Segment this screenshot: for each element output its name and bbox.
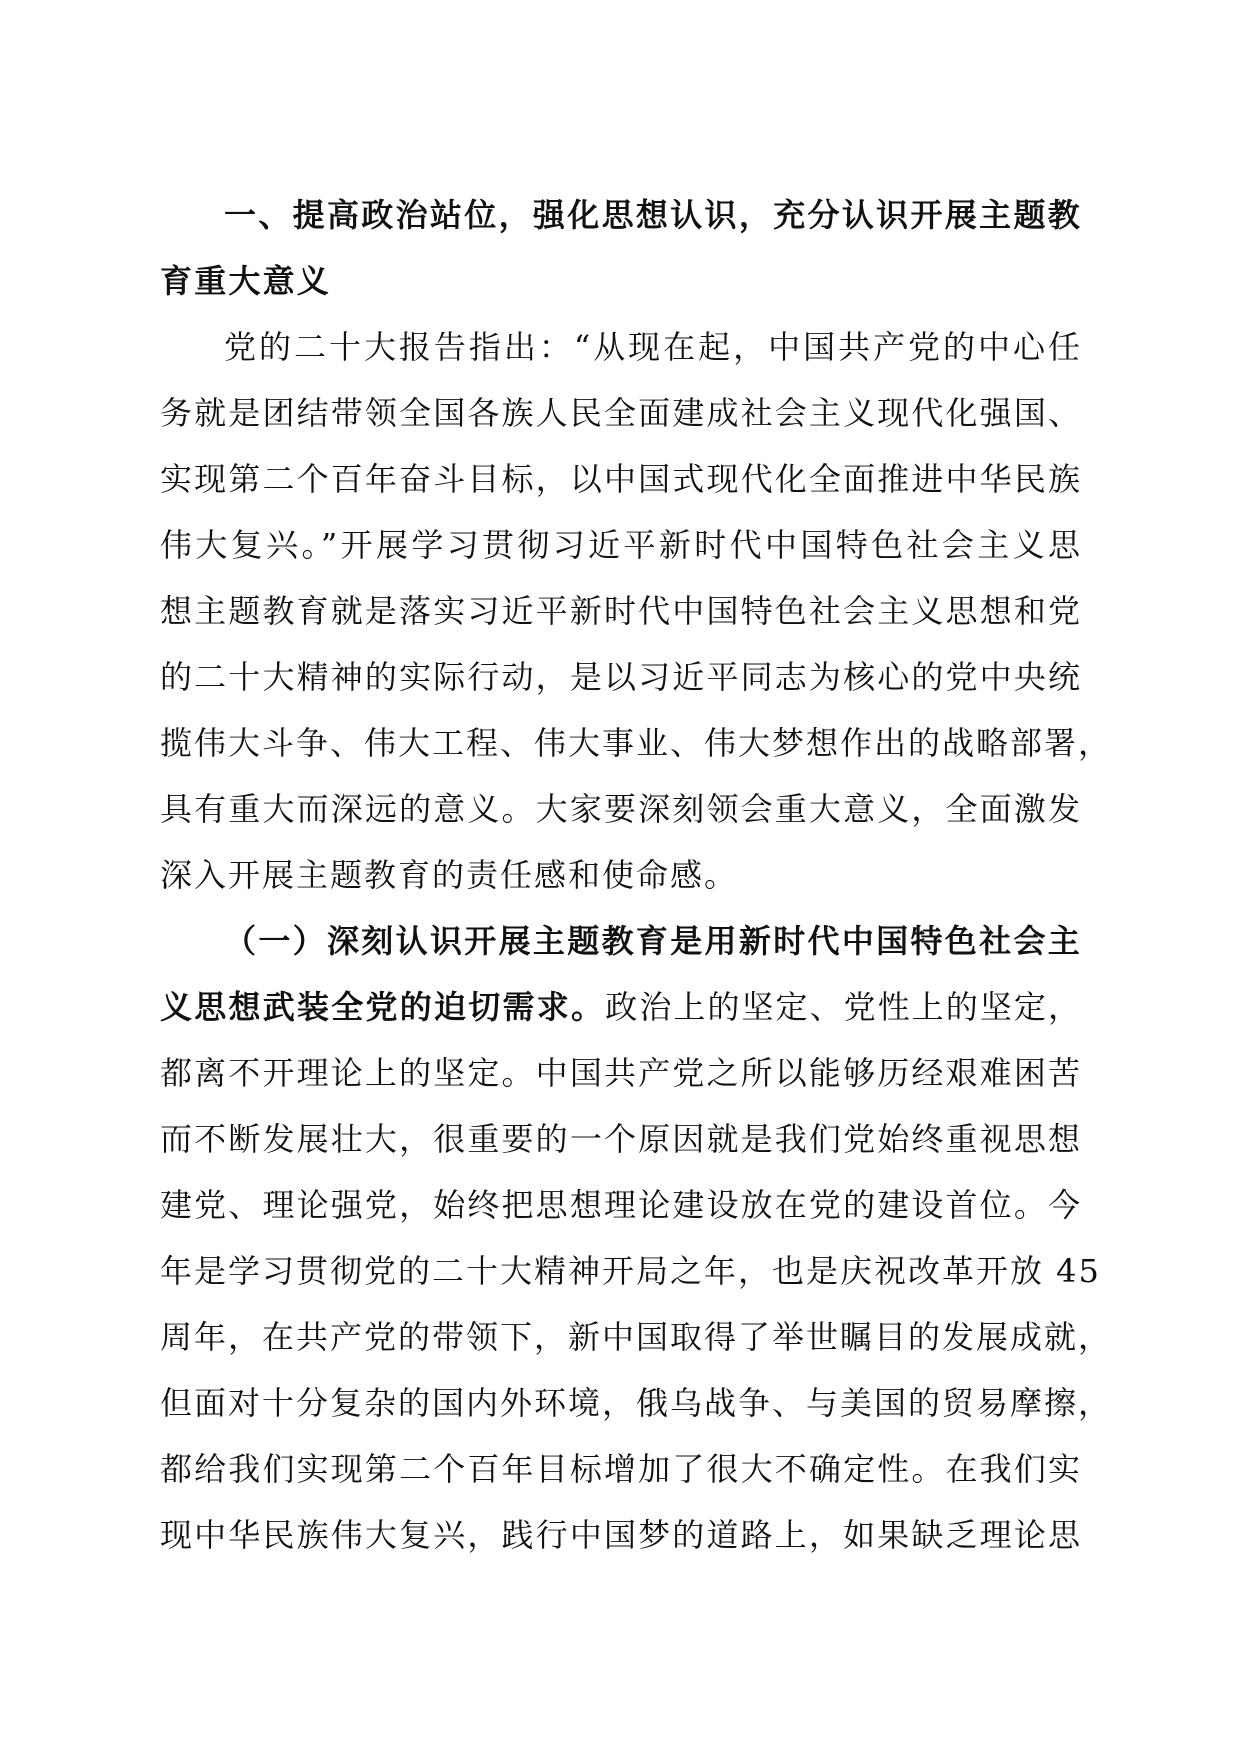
subsection-heading-line-1: （一）深刻认识开展主题教育是用新时代中国特色社会主 (224, 922, 1082, 960)
paragraph-line: 务就是团结带领全国各族人民全面建成社会主义现代化强国、 (160, 394, 1082, 432)
subsection-heading-line-2 (160, 974, 1082, 1040)
section-heading-line-1: 一、提高政治站位，强化思想认识，充分认识开展主题教 (224, 196, 1082, 234)
paragraph-line: 建党、理论强党，始终把思想理论建设放在党的建设首位。今 (160, 1186, 1082, 1224)
section-heading-line-2: 育重大意义 (160, 262, 332, 300)
paragraph-line: 深入开展主题教育的责任感和使命感。 (160, 856, 739, 894)
paragraph-line: 现中华民族伟大复兴，践行中国梦的道路上，如果缺乏理论思 (160, 1516, 1082, 1554)
paragraph-line: 周年，在共产党的带领下，新中国取得了举世瞩目的发展成就， (160, 1318, 1113, 1356)
subsection-heading-bold-text: 义思想武装全党的迫切需求。 (160, 988, 606, 1026)
subsection-1 (160, 908, 1113, 1568)
paragraph-line: 伟大复兴。”开展学习贯彻习近平新时代中国特色社会主义思 (160, 526, 1082, 564)
paragraph-line: 都给我们实现第二个百年目标增加了很大不确定性。在我们实 (160, 1450, 1082, 1488)
paragraph-line: 的二十大精神的实际行动，是以习近平同志为核心的党中央统 (160, 658, 1082, 696)
paragraph-line: 具有重大而深远的意义。大家要深刻领会重大意义，全面激发 (160, 790, 1082, 828)
paragraph-line: 揽伟大斗争、伟大工程、伟大事业、伟大梦想作出的战略部署， (160, 724, 1113, 762)
paragraph-line: 年是学习贯彻党的二十大精神开局之年，也是庆祝改革开放 45 (160, 1252, 1101, 1290)
paragraph-1 (160, 314, 1113, 908)
paragraph-line: 实现第二个百年奋斗目标，以中国式现代化全面推进中华民族 (160, 460, 1082, 498)
paragraph-line: 而不断发展壮大，很重要的一个原因就是我们党始终重视思想 (160, 1120, 1082, 1158)
document-page (160, 182, 1113, 1568)
paragraph-line: 想主题教育就是落实习近平新时代中国特色社会主义思想和党 (160, 592, 1082, 630)
subsection-body-text: 政治上的坚定、党性上的坚定， (605, 988, 1082, 1026)
paragraph-line: 但面对十分复杂的国内外环境，俄乌战争、与美国的贸易摩擦， (160, 1384, 1113, 1422)
paragraph-line: 党的二十大报告指出：“从现在起，中国共产党的中心任 (224, 328, 1082, 366)
paragraph-line: 都离不开理论上的坚定。中国共产党之所以能够历经艰难困苦 (160, 1054, 1082, 1092)
